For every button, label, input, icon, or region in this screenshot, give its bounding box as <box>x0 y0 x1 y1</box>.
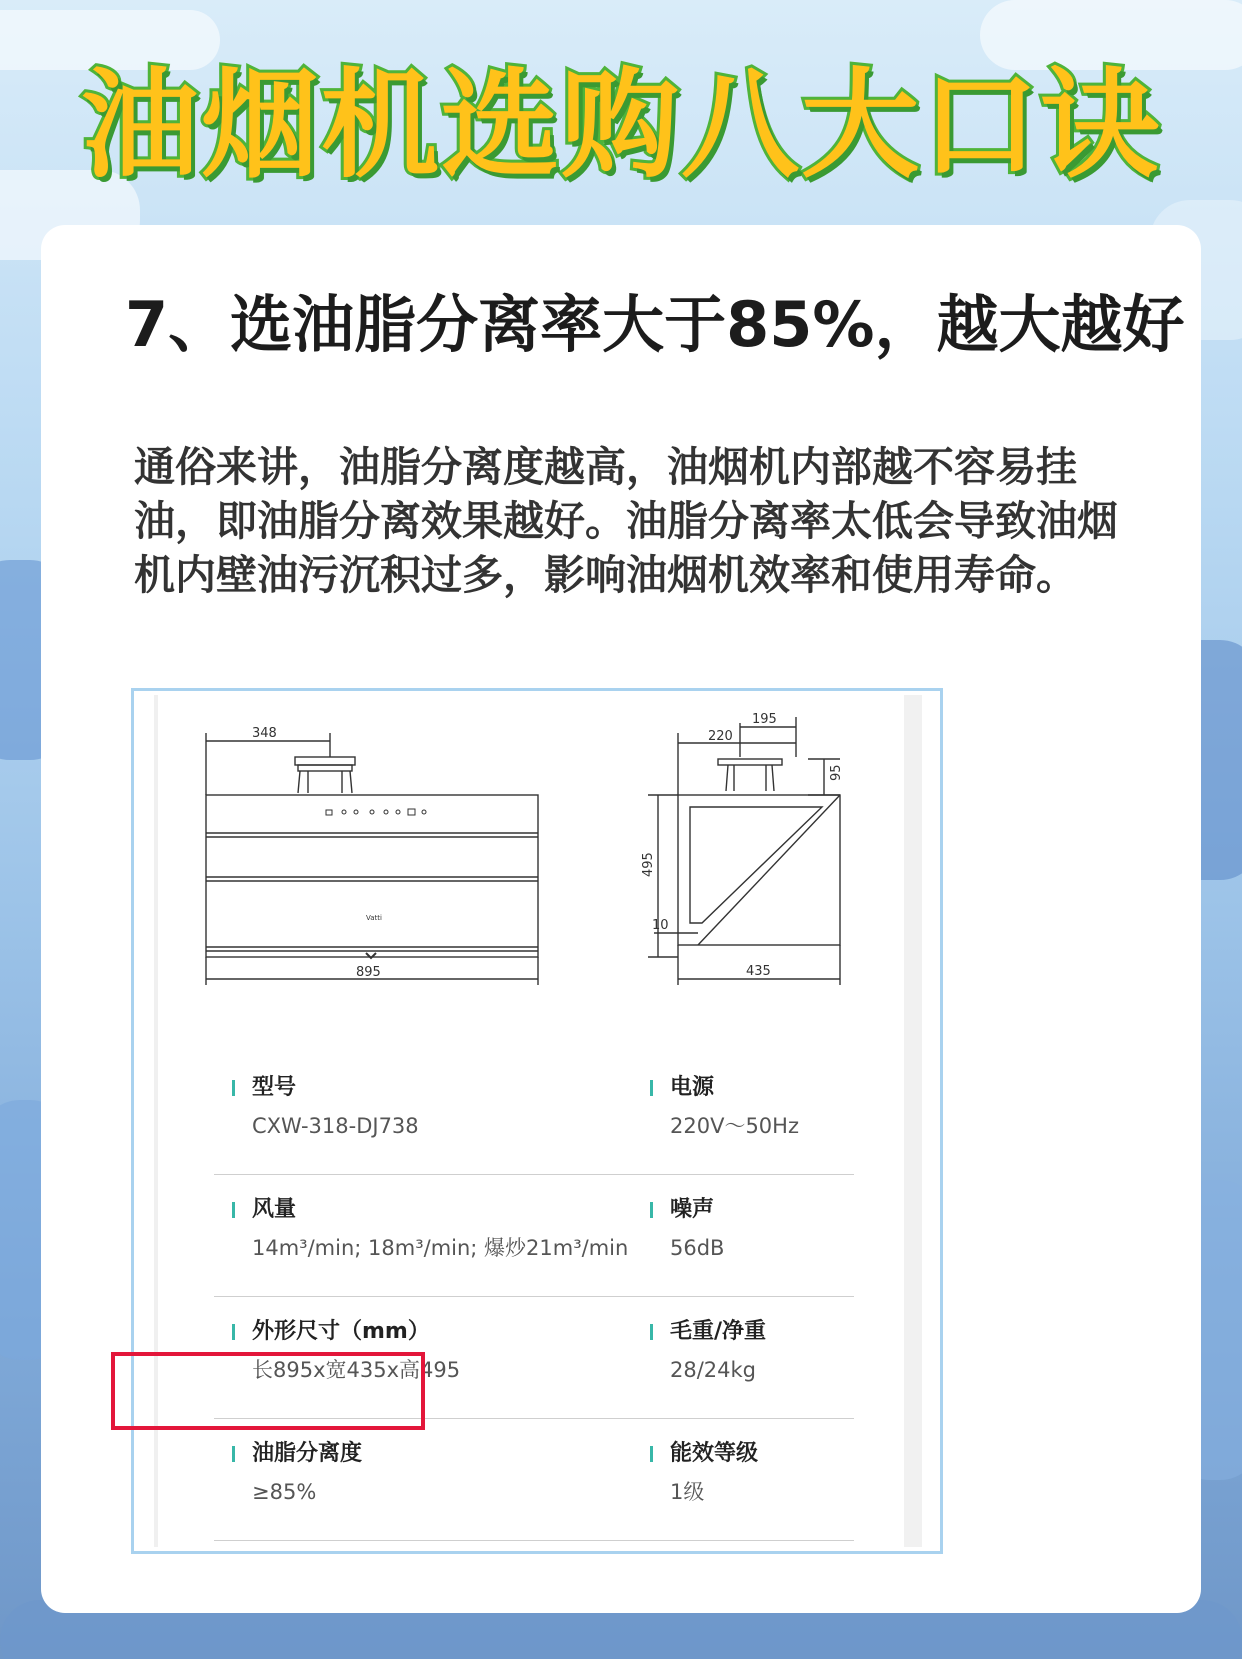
spec-label-model: 型号 <box>232 1073 552 1103</box>
oil-separation-highlight-box <box>111 1352 425 1430</box>
spec-label-weight: 毛重/净重 <box>650 1317 970 1347</box>
content-card <box>41 225 1201 1613</box>
section-body: 通俗来讲，油脂分离度越高，油烟机内部越不容易挂油，即油脂分离效果越好。油脂分离率太低会导致油烟机内壁油污沉积过多，影响油烟机效率和使用寿命。 <box>134 443 1118 599</box>
spec-row <box>214 1175 854 1297</box>
spec-label-energy-grade: 能效等级 <box>650 1439 970 1469</box>
section-heading: 7、选油脂分离率大于85%，越大越好 <box>125 288 1185 361</box>
spec-row <box>214 1053 854 1175</box>
spec-value-dimensions: 长895x宽435x高495 <box>252 1358 461 1382</box>
spec-label-power: 电源 <box>650 1073 970 1103</box>
dim-220: 220 <box>708 729 733 744</box>
dim-10: 10 <box>652 918 669 933</box>
page-title: 油烟机选购八大口诀 <box>80 56 1161 194</box>
spec-value-airflow: 14m³/min; 18m³/min; 爆炒21m³/min <box>252 1236 629 1260</box>
spec-row <box>214 1419 854 1541</box>
range-hood-drawing <box>158 695 908 1015</box>
spec-value-model: CXW-318-DJ738 <box>252 1114 419 1138</box>
spec-table <box>214 1053 854 1541</box>
spec-value-power: 220V～50Hz <box>670 1114 799 1138</box>
spec-value-noise: 56dB <box>670 1236 725 1260</box>
dim-435: 435 <box>746 964 771 979</box>
dim-495: 495 <box>641 852 656 877</box>
dim-348: 348 <box>252 726 277 741</box>
dim-195: 195 <box>752 712 777 727</box>
spec-value-oil-separation: ≥85% <box>252 1480 317 1504</box>
spec-label-noise: 噪声 <box>650 1195 970 1225</box>
spec-label-oil-separation: 油脂分离度 <box>232 1439 552 1469</box>
spec-value-energy-grade: 1级 <box>670 1480 705 1504</box>
spec-label-dimensions: 外形尺寸（mm） <box>232 1317 552 1347</box>
spec-value-weight: 28/24kg <box>670 1358 757 1382</box>
spec-label-airflow: 风量 <box>232 1195 552 1225</box>
dim-895: 895 <box>356 965 381 980</box>
svg-text:Vatti: Vatti <box>366 914 382 922</box>
dim-95: 95 <box>829 764 844 781</box>
